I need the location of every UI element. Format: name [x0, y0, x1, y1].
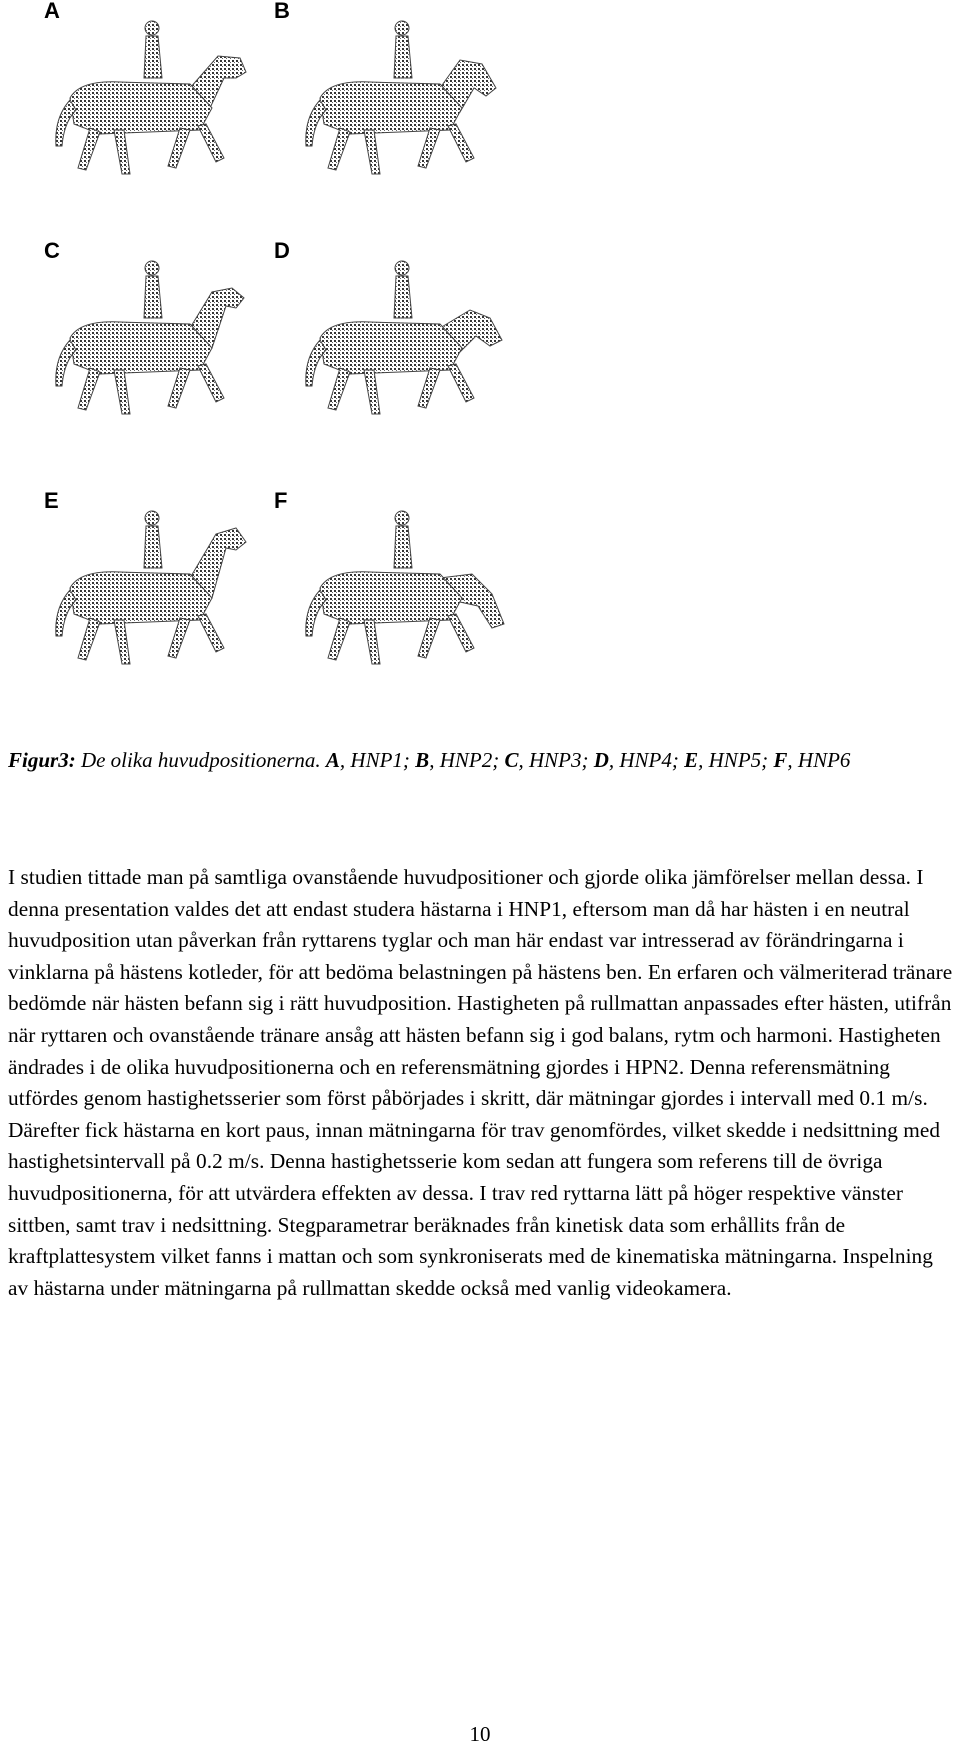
figure-panel-a: [0, 0, 250, 230]
caption-item-text: , HNP3;: [518, 748, 594, 772]
panel-letter-a: A: [44, 0, 64, 22]
caption-item-letter: A: [325, 748, 340, 772]
caption-item-text: , HNP6: [787, 748, 851, 772]
figure-panel-d: [250, 240, 500, 470]
caption-item-letter: C: [504, 748, 519, 772]
panel-letter-d: D: [274, 240, 294, 262]
horse-rider-illustration-f: [290, 498, 520, 678]
caption-item-letter: E: [684, 748, 699, 772]
caption-item-letter: B: [415, 748, 430, 772]
horse-rider-illustration-d: [290, 248, 520, 428]
caption-item-text: , HNP4;: [608, 748, 685, 772]
horse-rider-illustration-e: [40, 498, 270, 678]
panel-letter-f: F: [274, 490, 291, 512]
panel-letter-e: E: [44, 490, 63, 512]
caption-item-letter: F: [773, 748, 788, 772]
figure-horse-head-positions: [0, 0, 960, 720]
page-number: 10: [469, 1722, 491, 1746]
horse-rider-illustration-c: [40, 248, 270, 428]
figure-panel-c: [0, 240, 250, 470]
caption-label: Figur3:: [8, 748, 76, 772]
horse-rider-illustration-a: [40, 8, 270, 188]
horse-rider-illustration-b: [290, 8, 520, 188]
figure-caption: [8, 744, 948, 776]
caption-item-text: , HNP2;: [429, 748, 505, 772]
caption-intro: De olika huvudpositionerna.: [75, 748, 326, 772]
caption-item-text: , HNP5;: [698, 748, 774, 772]
panel-letter-b: B: [274, 0, 294, 22]
body-paragraph: I studien tittade man på samtliga ovanstående huvudpositioner och gjorde olika jämförelser mellan dessa. I denna presentation valdes det att endast studera hästarna i HNP1, eftersom man då har hästen i en neutral huvudposition utan påverkan från ryttarens tyglar och man här endast var intresserad av förändringarna i vinklarna på hästens kotleder, för att bedöma belastningen på hästens ben. En erfaren och välmeriterad tränare bedömde när hästen befann sig i rätt huvudposition. Hastigheten på rullmattan anpassades efter hästen, utifrån när ryttaren och ovanstående tränare ansåg att hästen befann sig i god balans, rytm och harmoni. Hastigheten ändrades i de olika huvudpositionerna och en referensmätning gjordes i HPN2. Denna referensmätning utfördes genom hastighetsserier som först påbörjades i skritt, där mätningar gjordes i intervall med 0.1 m/s. Därefter fick hästarna en kort paus, innan mätningarna för trav genomfördes, vilket skedde i nedsittning med hastighetsintervall på 0.2 m/s. Denna hastighetsserie kom sedan att fungera som referens till de övriga huvudpositionerna, för att utvärdera effekten av dessa. I trav red ryttarna lätt på höger respektive vänster sittben, samt trav i nedsittning. Stegparametrar beräknades från kinetisk data som erhållits från de kraftplattesystem vilket fanns i mattan och som synkroniserats med de kinematiska mätningarna. Inspelning av hästarna under mätningarna på rullmattan skedde också med vanlig videokamera.: [8, 865, 953, 1300]
figure-panel-f: [250, 490, 500, 720]
figure-panel-e: [0, 490, 250, 720]
caption-item-text: , HNP1;: [339, 748, 416, 772]
figure-panel-b: [250, 0, 500, 230]
panel-letter-c: C: [44, 240, 64, 262]
caption-item-letter: D: [593, 748, 609, 772]
